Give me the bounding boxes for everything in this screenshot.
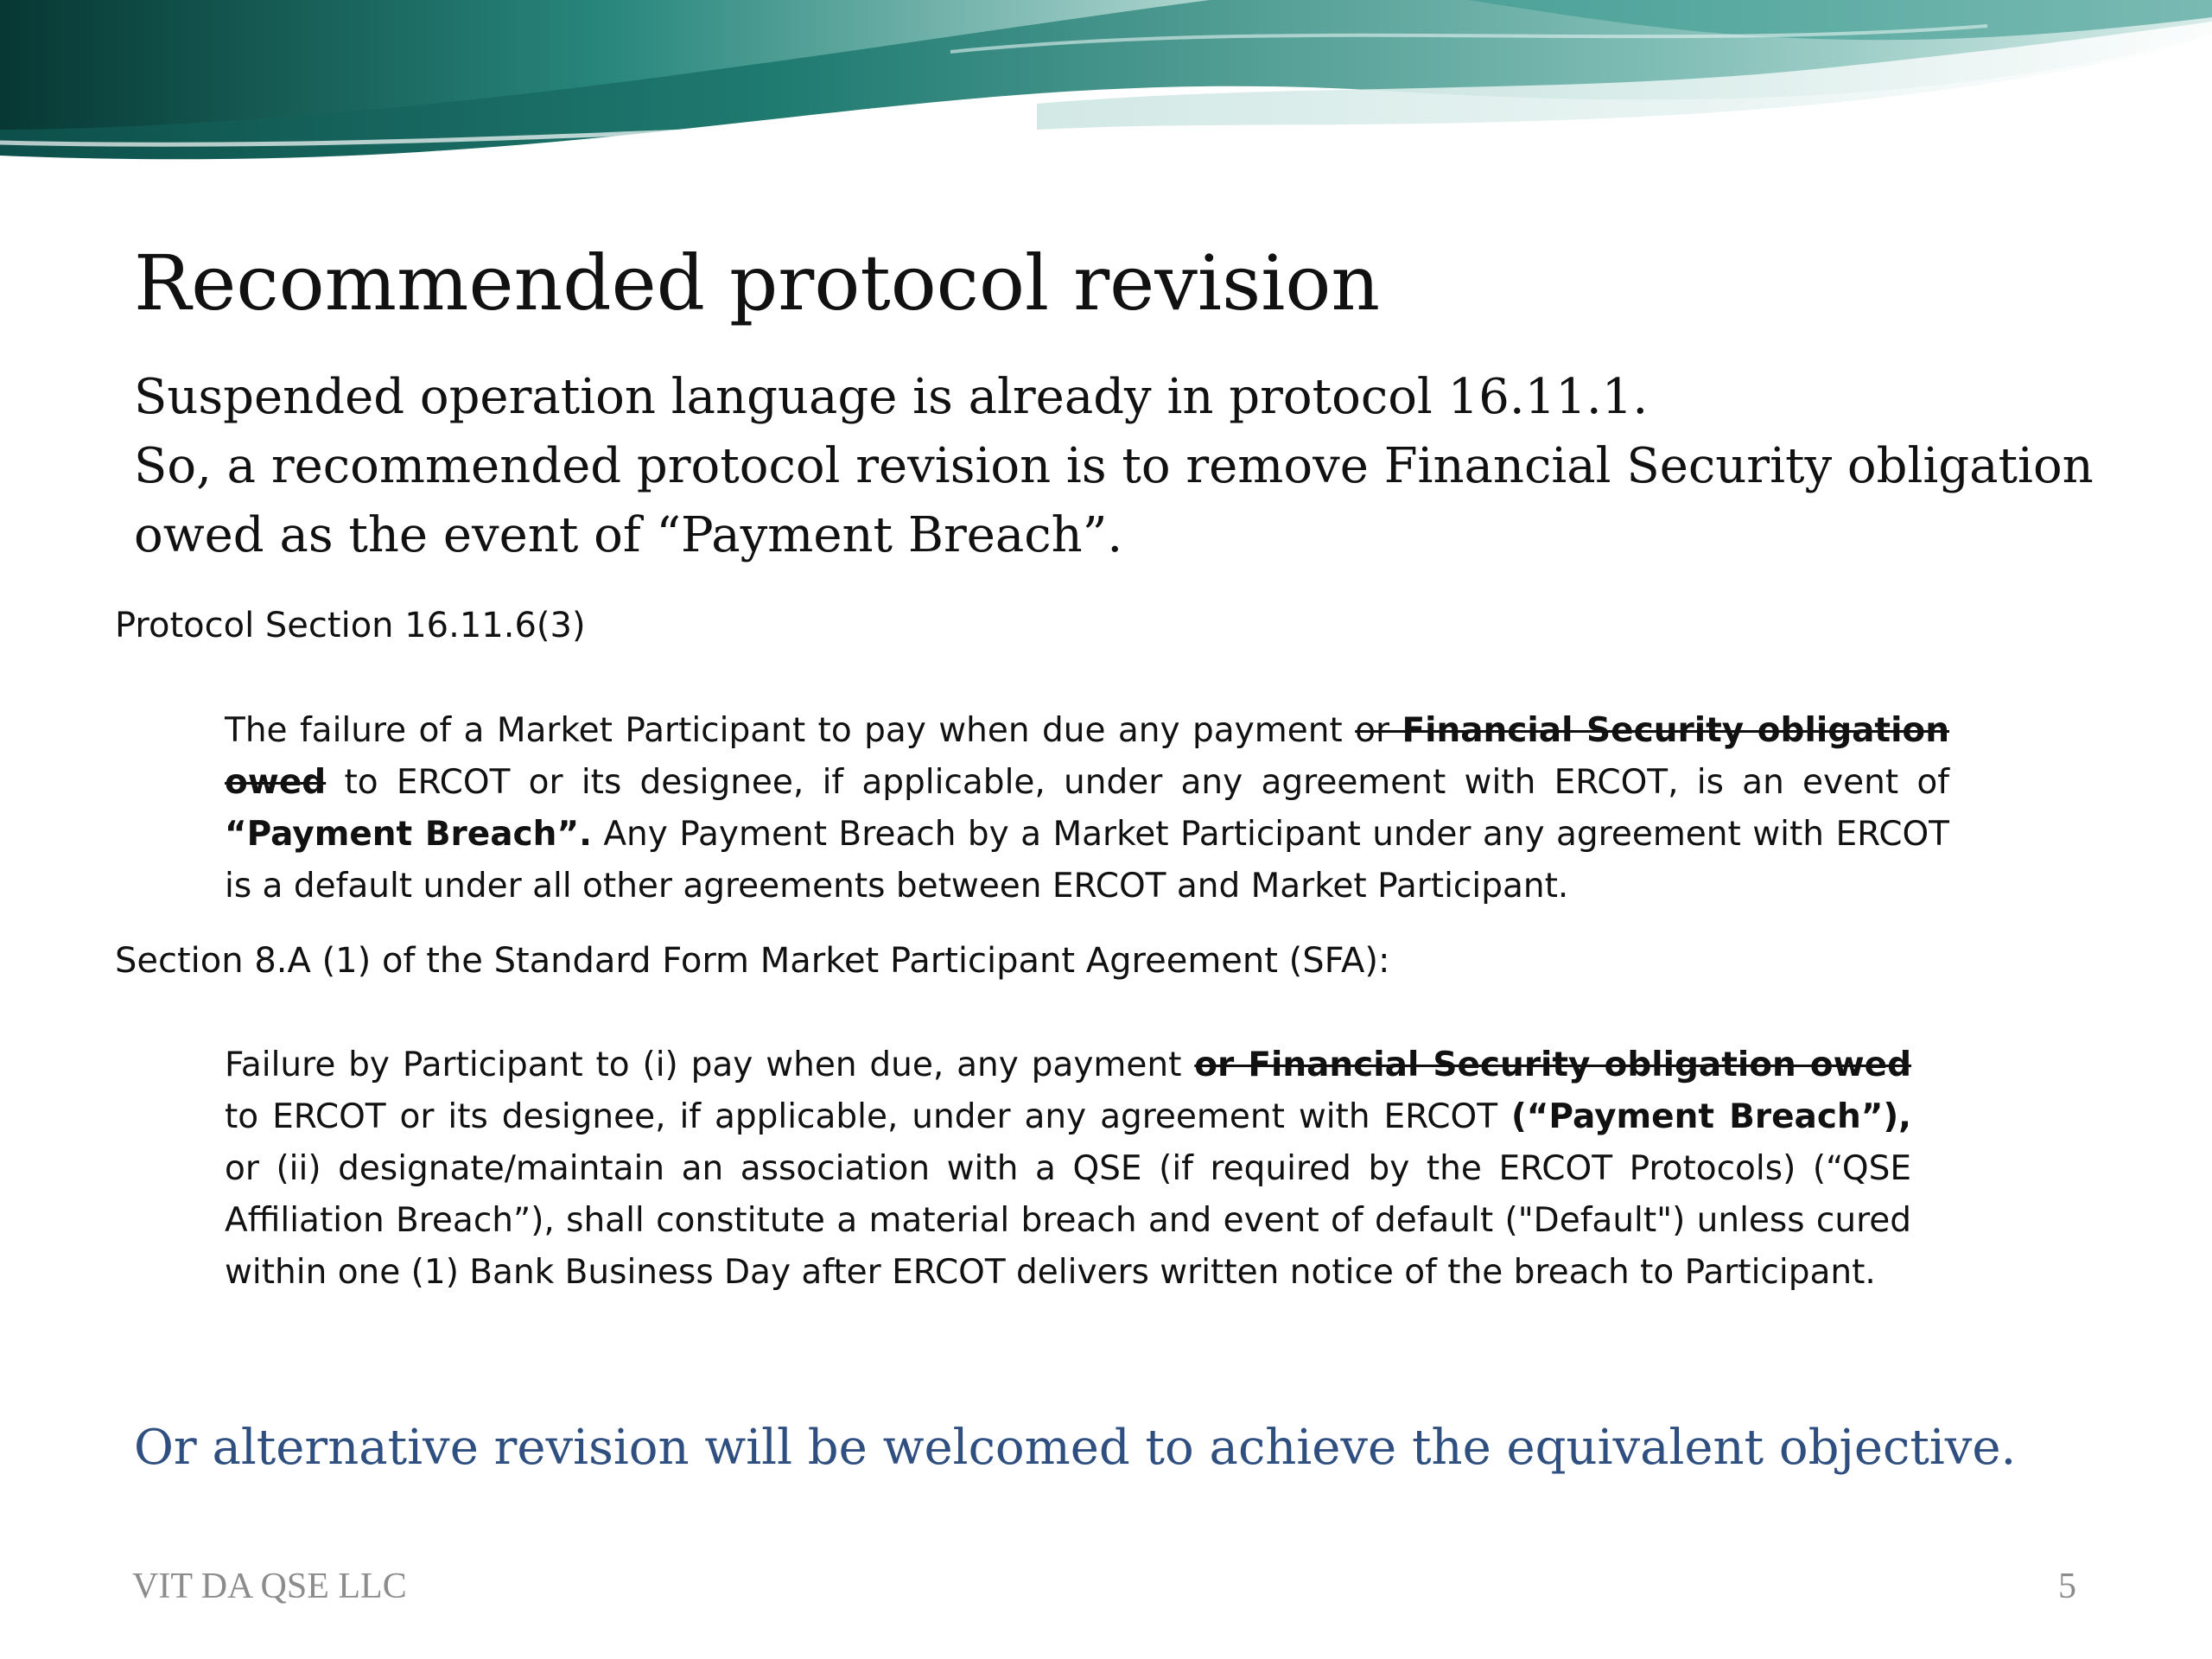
quote-text: The failure of a Market Participant to pay when due any payment bbox=[225, 711, 1356, 750]
page-number: 5 bbox=[2058, 1567, 2076, 1606]
quote-text: Any Payment Breach by a Market Participant under any agreement with ERCOT is a default under all other agreements between ERCOT and Market Participant. bbox=[225, 815, 1949, 906]
slide-title: Recommended protocol revision bbox=[134, 238, 1381, 327]
sfa-section-quote bbox=[225, 1039, 1911, 1299]
quote-text: to ERCOT or its designee, if applicable, under any agreement with ERCOT, is an event of bbox=[326, 763, 1949, 802]
closing-statement: Or alternative revision will be welcomed to achieve the equivalent objective. bbox=[134, 1420, 2017, 1476]
struck-bold-text: or Financial Security obligation owed bbox=[1194, 1046, 1912, 1084]
intro-line-1: Suspended operation language is already in protocol 16.11.1. bbox=[134, 369, 1649, 425]
struck-text: or bbox=[1355, 711, 1402, 750]
protocol-section-quote bbox=[225, 705, 1949, 912]
intro-line-3: owed as the event of “Payment Breach”. bbox=[134, 507, 1123, 563]
intro-line-2: So, a recommended protocol revision is to remove Financial Security obligation bbox=[134, 438, 2094, 494]
sfa-section-label: Section 8.A (1) of the Standard Form Market Participant Agreement (SFA): bbox=[115, 941, 1390, 981]
quote-text: Failure by Participant to (i) pay when due, any payment bbox=[225, 1046, 1195, 1084]
struck-bold-text: Financial Security obligation owed bbox=[225, 711, 1949, 802]
quote-text: to ERCOT or its designee, if applicable, under any agreement with ERCOT bbox=[225, 1097, 1511, 1136]
quote-text: or (ii) designate/maintain an association with a QSE (if required by the ERCOT Protocols) (“QSE Affiliation Breach”), shall constitute a material breach and event of default ("Default") unless cured within one (1) Bank Business Day after ERCOT delivers written notice of the breach to Participant. bbox=[225, 1149, 1911, 1292]
footer-company: VIT DA QSE LLC bbox=[132, 1567, 407, 1606]
bold-term: (“Payment Breach”), bbox=[1510, 1097, 1911, 1136]
intro-text bbox=[134, 363, 2121, 570]
bold-term: “Payment Breach”. bbox=[225, 815, 592, 854]
protocol-section-label: Protocol Section 16.11.6(3) bbox=[115, 606, 586, 645]
header-banner bbox=[0, 0, 2212, 164]
